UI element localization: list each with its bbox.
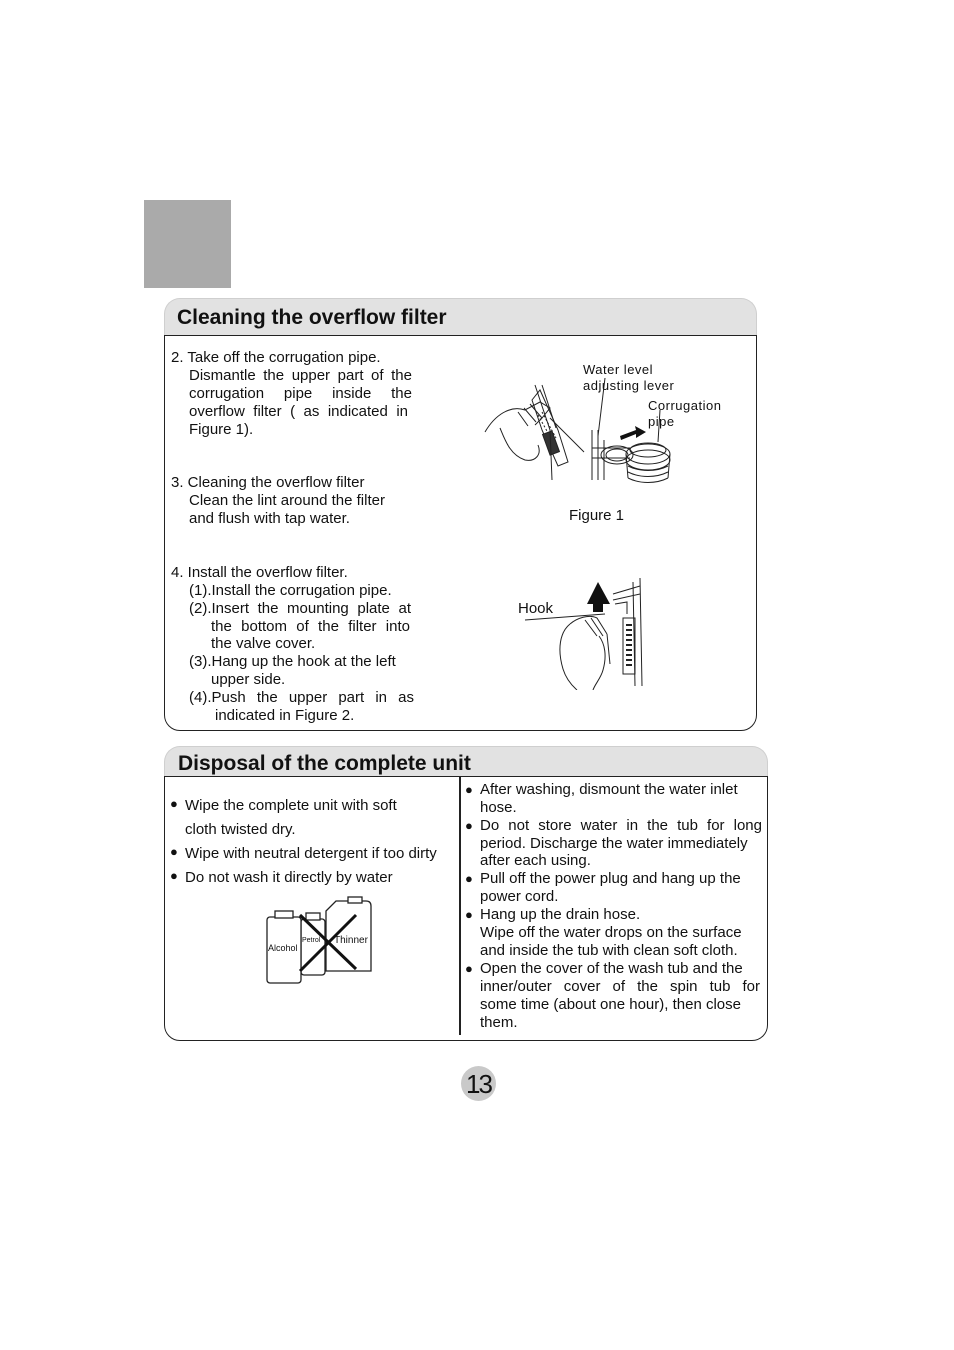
step-3-line: and flush with tap water. bbox=[189, 510, 350, 527]
step-4-line: upper side. bbox=[211, 671, 286, 688]
left-item: Do not wash it directly by water bbox=[185, 869, 393, 886]
section-header-overflow-filter bbox=[164, 298, 757, 335]
label-water-level: Water level bbox=[583, 362, 654, 377]
right-item-line: and inside the tub with clean soft cloth. bbox=[480, 942, 738, 959]
bullet-icon: ● bbox=[170, 796, 178, 811]
step-4-heading: 4. Install the overflow filter. bbox=[171, 564, 348, 581]
label-adjusting-lever: adjusting lever bbox=[583, 378, 675, 393]
step-2-line: Dismantle the upper part of the bbox=[189, 367, 412, 384]
right-item-line: them. bbox=[480, 1014, 518, 1031]
step-4-line: the bottom of the filter into bbox=[211, 618, 410, 635]
bottle-label-thinner: Thinner bbox=[334, 935, 368, 946]
right-item-line: Open the cover of the wash tub and the bbox=[480, 960, 743, 977]
step-2-heading: 2. Take off the corrugation pipe. bbox=[171, 349, 381, 366]
right-item-line: Do not store water in the tub for long bbox=[480, 817, 762, 834]
label-pipe: pipe bbox=[648, 414, 675, 429]
step-3-line: Clean the lint around the filter bbox=[189, 492, 385, 509]
right-item-line: after each using. bbox=[480, 852, 591, 869]
right-item-line: inner/outer cover of the spin tub for bbox=[480, 978, 760, 995]
step-2-line: overflow filter ( as indicated in bbox=[189, 403, 408, 420]
right-item-line: Pull off the power plug and hang up the bbox=[480, 870, 741, 887]
right-item-line: hose. bbox=[480, 799, 517, 816]
section-title: Cleaning the overflow filter bbox=[177, 306, 447, 329]
left-item: cloth twisted dry. bbox=[185, 821, 296, 838]
left-item: Wipe with neutral detergent if too dirty bbox=[185, 845, 437, 862]
bullet-icon: ● bbox=[465, 818, 473, 833]
figure-2-illustration bbox=[515, 574, 650, 690]
label-corrugation: Corrugation bbox=[648, 398, 722, 413]
right-item-line: After washing, dismount the water inlet bbox=[480, 781, 738, 798]
left-item: Wipe the complete unit with soft bbox=[185, 797, 397, 814]
right-item-line: Hang up the drain hose. bbox=[480, 906, 641, 923]
step-3-heading: 3. Cleaning the overflow filter bbox=[171, 474, 365, 491]
bottle-label-alcohol: Alcohol bbox=[268, 943, 298, 953]
step-4-line: (4).Push the upper part in as bbox=[189, 689, 414, 706]
bullet-icon: ● bbox=[170, 844, 178, 859]
step-2-line: Figure 1). bbox=[189, 421, 254, 438]
bullet-icon: ● bbox=[170, 868, 178, 883]
step-4-line: (1).Install the corrugation pipe. bbox=[189, 582, 392, 599]
figure-1-caption: Figure 1 bbox=[569, 507, 625, 524]
section-header-disposal bbox=[164, 746, 768, 777]
step-2-line: corrugation pipe inside the bbox=[189, 385, 412, 402]
bullet-icon: ● bbox=[465, 871, 473, 886]
right-item-line: period. Discharge the water immediately bbox=[480, 835, 748, 852]
right-item-line: Wipe off the water drops on the surface bbox=[480, 924, 742, 941]
bullet-icon: ● bbox=[465, 782, 473, 797]
bottle-label-petrol: Petrol bbox=[302, 937, 321, 944]
label-hook: Hook bbox=[518, 600, 554, 617]
bullet-icon: ● bbox=[465, 907, 473, 922]
column-divider bbox=[459, 777, 461, 1035]
right-item-line: power cord. bbox=[480, 888, 559, 905]
step-4-line: (2).Insert the mounting plate at bbox=[189, 600, 411, 617]
step-4-line: the valve cover. bbox=[211, 635, 316, 652]
step-4-line: indicated in Figure 2. bbox=[215, 707, 355, 724]
step-4-line: (3).Hang up the hook at the left bbox=[189, 653, 396, 670]
section-title: Disposal of the complete unit bbox=[178, 752, 471, 775]
section-tab-marker bbox=[144, 200, 231, 288]
right-item-line: some time (about one hour), then close bbox=[480, 996, 741, 1013]
page-number: 13 bbox=[461, 1066, 496, 1101]
bullet-icon: ● bbox=[465, 961, 473, 976]
